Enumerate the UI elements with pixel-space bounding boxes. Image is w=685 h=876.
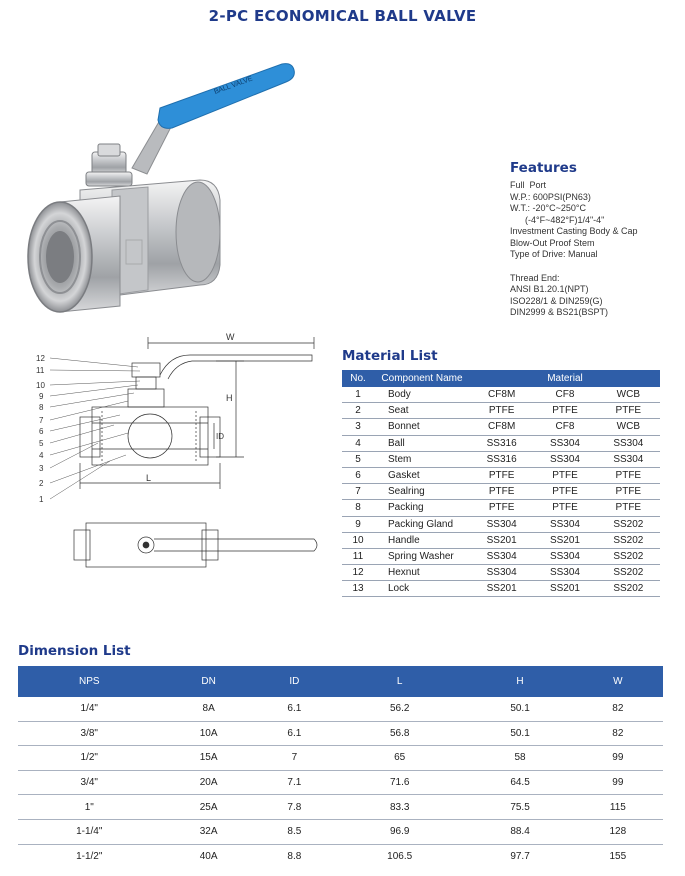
cell: 4: [342, 435, 374, 451]
col-header-l: L: [332, 666, 467, 697]
table-row: [342, 435, 660, 451]
thread-line: Thread End:: [510, 272, 560, 283]
feature-line: Type of Drive: Manual: [510, 249, 598, 259]
cell: 56.2: [332, 697, 467, 721]
table-row: [18, 770, 663, 795]
table-row: [18, 795, 663, 820]
cell: 5: [342, 451, 374, 467]
features-section: [510, 160, 680, 319]
cell: 6: [342, 467, 374, 483]
cell: 6.1: [257, 697, 332, 721]
cell: SS304: [533, 565, 596, 581]
cell: PTFE: [597, 500, 660, 516]
cell: WCB: [597, 387, 660, 403]
table-row: [18, 819, 663, 844]
cell: 10: [342, 532, 374, 548]
table-row: [342, 403, 660, 419]
cell: 97.7: [510, 850, 530, 862]
cell: 1": [18, 795, 161, 820]
cell: 11: [342, 548, 374, 564]
cell: 8.8: [287, 850, 302, 862]
cell: SS201: [470, 581, 533, 597]
thread-line: ANSI B1.20.1(NPT): [510, 284, 589, 294]
cell: PTFE: [470, 403, 533, 419]
cell: 65: [332, 746, 467, 771]
cell: PTFE: [597, 467, 660, 483]
feature-line: Investment Casting Body & Cap: [510, 226, 638, 236]
cell: 115: [573, 795, 663, 820]
material-list-title: Material List: [342, 348, 438, 364]
cell: Packing: [374, 500, 470, 516]
cell: 88.4: [467, 819, 572, 844]
cell: Stem: [374, 451, 470, 467]
cell: 64.5: [467, 770, 572, 795]
table-row: [18, 721, 663, 746]
part-number: 6: [39, 427, 44, 436]
valve-photo: [20, 50, 340, 320]
part-number: 7: [39, 416, 44, 425]
feature-line: Blow-Out Proof Stem: [510, 237, 595, 248]
cell: PTFE: [470, 500, 533, 516]
cell: 82: [573, 697, 663, 721]
cell: Spring Washer: [374, 548, 470, 564]
table-row: [342, 419, 660, 435]
cell: SS304: [533, 516, 596, 532]
table-row: [342, 467, 660, 483]
cell: 8A: [161, 697, 257, 721]
cell: CF8M: [470, 419, 533, 435]
cell: 1-1/4": [18, 819, 161, 844]
cell: SS304: [533, 435, 596, 451]
cell: 56.8: [332, 721, 467, 746]
cell: SS202: [597, 532, 660, 548]
dim-h-label: H: [226, 393, 233, 403]
cell: 71.6: [332, 770, 467, 795]
cell: 12: [342, 565, 374, 581]
col-header-dn: DN: [161, 666, 257, 697]
table-row: [342, 565, 660, 581]
feature-line: W.T.: -20°C~250°C: [510, 203, 586, 213]
thread-line: DIN2999 & BS21(BSPT): [510, 307, 609, 317]
part-number: 5: [39, 439, 44, 448]
cell: SS202: [597, 548, 660, 564]
col-header-h: H: [467, 666, 572, 697]
cell: 10A: [161, 721, 257, 746]
cell: 58: [467, 746, 572, 771]
table-row: [342, 532, 660, 548]
cell: WCB: [597, 419, 660, 435]
cell: SS202: [597, 581, 660, 597]
table-row: [342, 451, 660, 467]
table-row: [342, 516, 660, 532]
cell: Lock: [374, 581, 470, 597]
cell: PTFE: [470, 467, 533, 483]
cell: SS201: [533, 532, 596, 548]
cell: SS316: [470, 435, 533, 451]
cell: 75.5: [467, 795, 572, 820]
cell: PTFE: [533, 500, 596, 516]
table-row: [18, 697, 663, 721]
cell: 7: [257, 746, 332, 771]
cell: 9: [342, 516, 374, 532]
cell: Ball: [374, 435, 470, 451]
part-number: 8: [39, 403, 44, 412]
cell: 20A: [161, 770, 257, 795]
table-row: [342, 484, 660, 500]
part-number: 10: [36, 381, 45, 390]
cell: Hexnut: [374, 565, 470, 581]
cell: 2: [342, 403, 374, 419]
cell: 40A: [199, 850, 218, 862]
part-number: 9: [39, 392, 44, 401]
part-number: 4: [39, 451, 44, 460]
table-row: [342, 500, 660, 516]
cell: 13: [342, 581, 374, 597]
cell: SS316: [470, 451, 533, 467]
cell: 1-1/2": [76, 850, 103, 862]
part-number: 2: [39, 479, 44, 488]
part-number: 1: [39, 495, 44, 504]
col-header-nps: NPS: [18, 666, 161, 697]
cell: 99: [573, 746, 663, 771]
cell: SS201: [470, 532, 533, 548]
cell: 32A: [161, 819, 257, 844]
cell: PTFE: [597, 403, 660, 419]
cell: Seat: [374, 403, 470, 419]
col-header-no: No.: [342, 370, 374, 387]
cell: 3/4": [18, 770, 161, 795]
cell: 7.1: [257, 770, 332, 795]
cell: 50.1: [467, 697, 572, 721]
cell: Packing Gland: [374, 516, 470, 532]
cell: 3/8": [18, 721, 161, 746]
cell: 3: [342, 419, 374, 435]
cell: PTFE: [597, 484, 660, 500]
handle-label: BALL VALVE: [213, 75, 254, 96]
dim-l-label: L: [146, 473, 152, 483]
material-table: [342, 370, 660, 597]
table-row: [18, 844, 663, 868]
cell: SS304: [470, 516, 533, 532]
cell: SS304: [597, 435, 660, 451]
cell: PTFE: [533, 484, 596, 500]
dim-id-label: ID: [216, 432, 224, 441]
cell: SS304: [470, 565, 533, 581]
cell: PTFE: [470, 484, 533, 500]
feature-line: Full Port: [510, 180, 547, 190]
cell: SS304: [470, 548, 533, 564]
cell: Sealring: [374, 484, 470, 500]
dimension-list-title: Dimension List: [18, 643, 131, 659]
col-header-w: W: [573, 666, 663, 697]
cell: PTFE: [533, 467, 596, 483]
cell: CF8M: [470, 387, 533, 403]
cell: 6.1: [257, 721, 332, 746]
cell: 155: [609, 850, 627, 862]
cell: 82: [573, 721, 663, 746]
cell: Body: [374, 387, 470, 403]
cell: 8: [342, 500, 374, 516]
col-header-material: Material: [470, 370, 660, 387]
cell: CF8: [533, 387, 596, 403]
cell: SS304: [533, 451, 596, 467]
dim-w-label: W: [226, 332, 235, 342]
cell: SS304: [597, 451, 660, 467]
dimension-table: [18, 666, 663, 868]
cell: 1/2": [18, 746, 161, 771]
col-header-component: Component Name: [374, 370, 470, 387]
cell: SS201: [533, 581, 596, 597]
feature-line: (-4°F~482°F)1/4"-4": [510, 214, 605, 225]
cell: CF8: [533, 419, 596, 435]
cell: SS202: [597, 565, 660, 581]
cell: 1/4": [18, 697, 161, 721]
table-row: [342, 581, 660, 597]
cell: 83.3: [332, 795, 467, 820]
cell: 25A: [161, 795, 257, 820]
page-title: 2-PC ECONOMICAL BALL VALVE: [208, 7, 477, 25]
cell: Handle: [374, 532, 470, 548]
table-row: [342, 548, 660, 564]
cell: 99: [573, 770, 663, 795]
cell: 7.8: [257, 795, 332, 820]
cell: SS202: [597, 516, 660, 532]
part-number: 12: [36, 354, 45, 363]
col-header-id: ID: [257, 666, 332, 697]
cell: Gasket: [374, 467, 470, 483]
technical-drawing: [30, 325, 330, 595]
cell: 128: [573, 819, 663, 844]
cell: Bonnet: [374, 419, 470, 435]
cell: 8.5: [257, 819, 332, 844]
part-number: 3: [39, 464, 44, 473]
part-number: 11: [36, 366, 45, 375]
cell: 1: [342, 387, 374, 403]
cell: PTFE: [533, 403, 596, 419]
feature-line: W.P.: 600PSI(PN63): [510, 191, 591, 202]
cell: 96.9: [332, 819, 467, 844]
cell: 106.5: [387, 850, 413, 862]
cell: SS304: [533, 548, 596, 564]
table-row: [18, 746, 663, 771]
features-heading: Features: [510, 160, 577, 176]
table-row: [342, 387, 660, 403]
thread-line: ISO228/1 & DIN259(G): [510, 295, 603, 306]
cell: 50.1: [467, 721, 572, 746]
cell: 7: [342, 484, 374, 500]
cell: 15A: [161, 746, 257, 771]
